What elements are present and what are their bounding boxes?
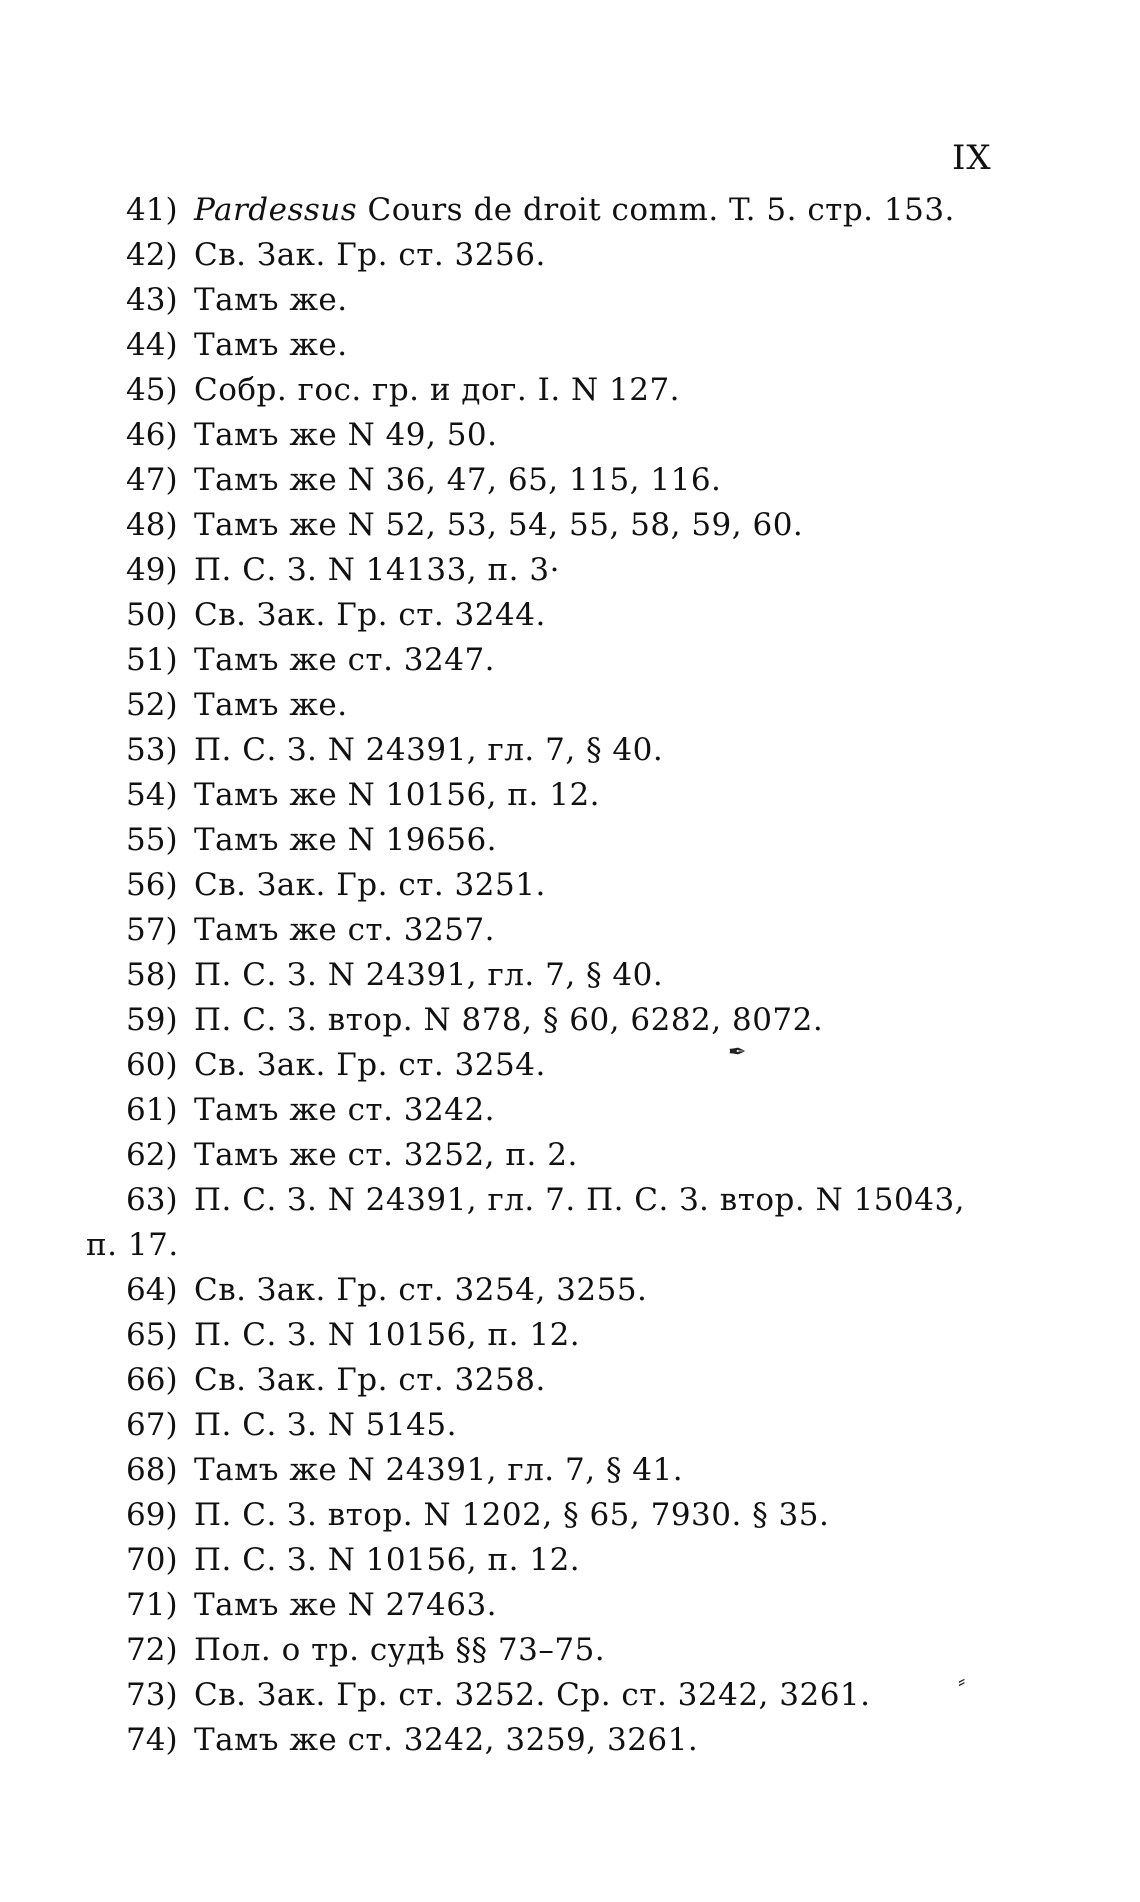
footnote-text: Пол. о тр. судѣ §§ 73–75. xyxy=(194,1632,606,1668)
footnote-text: Тамъ же N 19656. xyxy=(194,822,498,858)
footnote xyxy=(0,1088,1140,1133)
footnote-text: Тамъ же. xyxy=(194,327,348,363)
footnote xyxy=(0,188,1140,233)
footnote xyxy=(0,1718,1140,1763)
footnote-text: Св. Зак. Гр. ст. 3254, 3255. xyxy=(194,1272,648,1308)
footnote-text: Тамъ же ст. 3242, 3259, 3261. xyxy=(194,1722,699,1758)
footnote xyxy=(0,233,1140,278)
footnote-text: П. С. З. втор. N 878, § 60, 6282, 8072. xyxy=(194,1002,824,1038)
footnote-text: П. С. З. N 24391, гл. 7, § 40. xyxy=(194,732,664,768)
footnote-text: П. С. З. N 24391, гл. 7, § 40. xyxy=(194,957,664,993)
footnote-number: 70) xyxy=(126,1542,178,1578)
footnote-text: Тамъ же N 49, 50. xyxy=(194,417,498,453)
footnote xyxy=(0,503,1140,548)
footnote xyxy=(0,818,1140,863)
footnote-text: Тамъ же N 36, 47, 65, 115, 116. xyxy=(194,462,722,498)
footnote xyxy=(0,1448,1140,1493)
footnote-text: Тамъ же N 52, 53, 54, 55, 58, 59, 60. xyxy=(194,507,804,543)
footnote xyxy=(0,1358,1140,1403)
footnote xyxy=(0,1268,1140,1313)
footnote-number: 63) xyxy=(126,1182,178,1218)
footnote-number: 59) xyxy=(126,1002,178,1038)
footnote-number: 71) xyxy=(126,1587,178,1623)
footnote-number: 41) xyxy=(126,192,178,228)
footnote-number: 52) xyxy=(126,687,178,723)
page-number: IX xyxy=(952,138,992,178)
footnote-number: 73) xyxy=(126,1677,178,1713)
footnote-number: 44) xyxy=(126,327,178,363)
footnote xyxy=(0,1403,1140,1448)
footnote-text: П. С. З. N 5145. xyxy=(194,1407,457,1443)
footnote-text: Собр. гос. гр. и дог. I. N 127. xyxy=(194,372,681,408)
footnote-number: 62) xyxy=(126,1137,178,1173)
footnote-number: 45) xyxy=(126,372,178,408)
footnote-number: 56) xyxy=(126,867,178,903)
footnote-text: Св. Зак. Гр. ст. 3258. xyxy=(194,1362,546,1398)
footnote-text: Св. Зак. Гр. ст. 3254. xyxy=(194,1047,546,1083)
footnote-number: 55) xyxy=(126,822,178,858)
footnote-list xyxy=(0,188,1140,1763)
footnote xyxy=(0,1313,1140,1358)
footnote-text: Св. Зак. Гр. ст. 3252. Ср. ст. 3242, 3261. xyxy=(194,1677,871,1713)
footnote-number: 53) xyxy=(126,732,178,768)
footnote-text: Св. Зак. Гр. ст. 3244. xyxy=(194,597,546,633)
footnote xyxy=(0,278,1140,323)
footnote xyxy=(0,548,1140,593)
footnote xyxy=(0,1493,1140,1538)
footnote-number: 48) xyxy=(126,507,178,543)
footnote-number: 64) xyxy=(126,1272,178,1308)
footnote xyxy=(0,458,1140,503)
footnote-number: 61) xyxy=(126,1092,178,1128)
footnote-number: 43) xyxy=(126,282,178,318)
footnote-text: Тамъ же N 24391, гл. 7, § 41. xyxy=(194,1452,684,1488)
footnote-text: П. С. З. втор. N 1202, § 65, 7930. § 35. xyxy=(194,1497,830,1533)
footnote-text: Тамъ же. xyxy=(194,687,348,723)
footnote-text: Тамъ же N 10156, п. 12. xyxy=(194,777,601,813)
footnote xyxy=(0,863,1140,908)
footnote-text: П. С. З. N 14133, п. 3· xyxy=(194,552,560,588)
footnote-text: Тамъ же ст. 3242. xyxy=(194,1092,496,1128)
footnote xyxy=(0,638,1140,683)
footnote-number: 68) xyxy=(126,1452,178,1488)
footnote-text: Св. Зак. Гр. ст. 3251. xyxy=(194,867,546,903)
footnote-number: 57) xyxy=(126,912,178,948)
footnote xyxy=(0,953,1140,998)
footnote xyxy=(0,1538,1140,1583)
footnote-text: П. С. З. N 10156, п. 12. xyxy=(194,1317,581,1353)
footnote-text: Тамъ же ст. 3252, п. 2. xyxy=(194,1137,578,1173)
footnote-text: Св. Зак. Гр. ст. 3256. xyxy=(194,237,546,273)
footnote xyxy=(0,728,1140,773)
footnote xyxy=(0,908,1140,953)
footnote-text: Тамъ же ст. 3247. xyxy=(194,642,496,678)
footnote xyxy=(0,1673,1140,1718)
footnote-number: 49) xyxy=(126,552,178,588)
footnote-number: 47) xyxy=(126,462,178,498)
author-name: Pardessus xyxy=(194,192,358,228)
footnote xyxy=(0,1133,1140,1178)
footnote-text: Тамъ же. xyxy=(194,282,348,318)
footnote xyxy=(0,683,1140,728)
footnote-number: 58) xyxy=(126,957,178,993)
footnote xyxy=(0,1178,1140,1268)
footnote xyxy=(0,1628,1140,1673)
footnote xyxy=(0,593,1140,638)
footnote-text xyxy=(194,188,955,233)
footnote-number: 65) xyxy=(126,1317,178,1353)
footnote xyxy=(0,1043,1140,1088)
footnote-number: 60) xyxy=(126,1047,178,1083)
footnote-number: 69) xyxy=(126,1497,178,1533)
footnote xyxy=(0,413,1140,458)
footnote-number: 46) xyxy=(126,417,178,453)
ink-mark: ✒ xyxy=(728,1040,747,1065)
footnote-number: 42) xyxy=(126,237,178,273)
footnote-continuation: п. 17. xyxy=(86,1227,179,1263)
footnote xyxy=(0,1583,1140,1628)
footnote-text: П. С. З. N 10156, п. 12. xyxy=(194,1542,581,1578)
footnote-number: 50) xyxy=(126,597,178,633)
footnote-number: 66) xyxy=(126,1362,178,1398)
ink-mark: ⸗ xyxy=(958,1669,966,1694)
footnote-text: П. С. З. N 24391, гл. 7. П. С. З. втор. N 15043, xyxy=(194,1182,966,1218)
footnote-number: 72) xyxy=(126,1632,178,1668)
footnote xyxy=(0,773,1140,818)
footnote-number: 51) xyxy=(126,642,178,678)
footnote-text: Тамъ же ст. 3257. xyxy=(194,912,496,948)
footnote xyxy=(0,368,1140,413)
citation-text: Cours de droit comm. T. 5. стр. 153. xyxy=(357,192,955,228)
footnote-number: 67) xyxy=(126,1407,178,1443)
footnote xyxy=(0,323,1140,368)
footnote xyxy=(0,998,1140,1043)
footnote-number: 54) xyxy=(126,777,178,813)
footnote-number: 74) xyxy=(126,1722,178,1758)
footnote-text: Тамъ же N 27463. xyxy=(194,1587,498,1623)
